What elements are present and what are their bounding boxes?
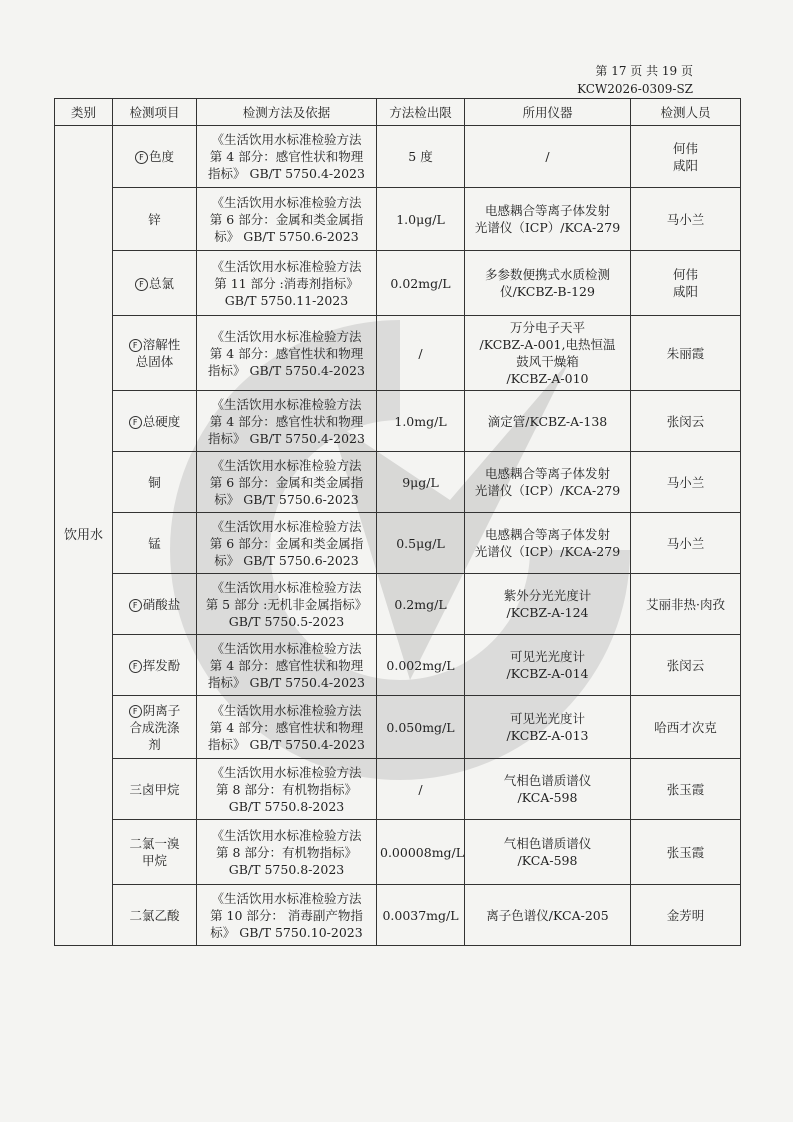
staff-cell: 何伟 咸阳 xyxy=(631,126,741,188)
staff-cell: 朱丽霞 xyxy=(631,316,741,391)
staff-cell: 金芳明 xyxy=(631,885,741,946)
item-cell: F 阴离子 合成洗涤 剂 xyxy=(113,696,197,759)
table-row xyxy=(55,635,741,696)
method-cell: 《生活饮用水标准检验方法 第 5 部分 :无机非金属指标》 GB/T 5750.5-2023 xyxy=(197,574,377,635)
item-cell: 锌 xyxy=(113,188,197,251)
instrument-cell: / xyxy=(465,126,631,188)
method-cell: 《生活饮用水标准检验方法 第 6 部分：金属和类金属指 标》 GB/T 5750.6-2023 xyxy=(197,513,377,574)
report-number: KCW2026-0309-SZ xyxy=(577,82,693,96)
f-mark-icon: F xyxy=(129,599,142,612)
method-cell: 《生活饮用水标准检验方法 第 4 部分：感官性状和物理 指标》 GB/T 5750.4-2023 xyxy=(197,126,377,188)
table-header-row xyxy=(55,99,741,126)
f-mark-icon: F xyxy=(135,151,148,164)
table-row xyxy=(55,820,741,885)
item-cell: 铜 xyxy=(113,452,197,513)
method-cell: 《生活饮用水标准检验方法 第 4 部分：感官性状和物理 指标》 GB/T 5750.4-2023 xyxy=(197,316,377,391)
instrument-cell: 电感耦合等离子体发射 光谱仪（ICP）/KCA-279 xyxy=(465,188,631,251)
table-row xyxy=(55,316,741,391)
table-row xyxy=(55,513,741,574)
limit-cell: / xyxy=(377,316,465,391)
col-method: 检测方法及依据 xyxy=(197,99,377,126)
col-staff: 检测人员 xyxy=(631,99,741,126)
item-cell: F 溶解性 总固体 xyxy=(113,316,197,391)
item-cell: F 色度 xyxy=(113,126,197,188)
instrument-cell: 可见光光度计 /KCBZ-A-013 xyxy=(465,696,631,759)
f-mark-icon: F xyxy=(135,278,148,291)
method-cell: 《生活饮用水标准检验方法 第 8 部分：有机物指标》 GB/T 5750.8-2023 xyxy=(197,820,377,885)
method-cell: 《生活饮用水标准检验方法 第 8 部分：有机物指标》 GB/T 5750.8-2023 xyxy=(197,759,377,820)
f-mark-icon: F xyxy=(129,660,142,673)
col-item: 检测项目 xyxy=(113,99,197,126)
table-row xyxy=(55,696,741,759)
limit-cell: 0.00008mg/L xyxy=(377,820,465,885)
instrument-cell: 气相色谱质谱仪 /KCA-598 xyxy=(465,759,631,820)
limit-cell: 1.0mg/L xyxy=(377,391,465,452)
page-number: 第 17 页 共 19 页 xyxy=(595,64,693,78)
category-cell: 饮用水 xyxy=(55,126,113,946)
f-mark-icon: F xyxy=(129,705,142,718)
results-table xyxy=(54,98,741,946)
item-cell: F 硝酸盐 xyxy=(113,574,197,635)
method-cell: 《生活饮用水标准检验方法 第 4 部分：感官性状和物理 指标》 GB/T 5750.4-2023 xyxy=(197,391,377,452)
instrument-cell: 滴定管/KCBZ-A-138 xyxy=(465,391,631,452)
method-cell: 《生活饮用水标准检验方法 第 6 部分：金属和类金属指 标》 GB/T 5750.6-2023 xyxy=(197,188,377,251)
item-cell: F 总氯 xyxy=(113,251,197,316)
instrument-cell: 多参数便携式水质检测 仪/KCBZ-B-129 xyxy=(465,251,631,316)
col-limit: 方法检出限 xyxy=(377,99,465,126)
item-cell: 三卤甲烷 xyxy=(113,759,197,820)
instrument-cell: 万分电子天平 /KCBZ-A-001,电热恒温 鼓风干燥箱 /KCBZ-A-010 xyxy=(465,316,631,391)
method-cell: 《生活饮用水标准检验方法 第 4 部分：感官性状和物理 指标》 GB/T 5750.4-2023 xyxy=(197,696,377,759)
table-row xyxy=(55,759,741,820)
staff-cell: 哈西才次克 xyxy=(631,696,741,759)
staff-cell: 艾丽非热·肉孜 xyxy=(631,574,741,635)
staff-cell: 张玉霞 xyxy=(631,820,741,885)
limit-cell: / xyxy=(377,759,465,820)
limit-cell: 0.002mg/L xyxy=(377,635,465,696)
instrument-cell: 离子色谱仪/KCA-205 xyxy=(465,885,631,946)
item-cell: 二氯乙酸 xyxy=(113,885,197,946)
limit-cell: 0.050mg/L xyxy=(377,696,465,759)
limit-cell: 0.5μg/L xyxy=(377,513,465,574)
item-cell: 二氯一溴 甲烷 xyxy=(113,820,197,885)
table-row xyxy=(55,452,741,513)
col-instrument: 所用仪器 xyxy=(465,99,631,126)
table-row xyxy=(55,126,741,188)
item-cell: F 总硬度 xyxy=(113,391,197,452)
instrument-cell: 可见光光度计 /KCBZ-A-014 xyxy=(465,635,631,696)
table-row xyxy=(55,251,741,316)
table-row xyxy=(55,885,741,946)
table-row xyxy=(55,188,741,251)
method-cell: 《生活饮用水标准检验方法 第 4 部分：感官性状和物理 指标》 GB/T 5750.4-2023 xyxy=(197,635,377,696)
instrument-cell: 紫外分光光度计 /KCBZ-A-124 xyxy=(465,574,631,635)
item-cell: 锰 xyxy=(113,513,197,574)
instrument-cell: 电感耦合等离子体发射 光谱仪（ICP）/KCA-279 xyxy=(465,513,631,574)
staff-cell: 张玉霞 xyxy=(631,759,741,820)
method-cell: 《生活饮用水标准检验方法 第 11 部分 :消毒剂指标》 GB/T 5750.11-2023 xyxy=(197,251,377,316)
page-header xyxy=(577,62,693,98)
f-mark-icon: F xyxy=(129,339,142,352)
staff-cell: 张闵云 xyxy=(631,391,741,452)
item-cell: F 挥发酚 xyxy=(113,635,197,696)
staff-cell: 马小兰 xyxy=(631,452,741,513)
limit-cell: 0.0037mg/L xyxy=(377,885,465,946)
table-row xyxy=(55,574,741,635)
instrument-cell: 气相色谱质谱仪 /KCA-598 xyxy=(465,820,631,885)
col-category: 类别 xyxy=(55,99,113,126)
limit-cell: 0.02mg/L xyxy=(377,251,465,316)
table-row xyxy=(55,391,741,452)
f-mark-icon: F xyxy=(129,416,142,429)
staff-cell: 张闵云 xyxy=(631,635,741,696)
instrument-cell: 电感耦合等离子体发射 光谱仪（ICP）/KCA-279 xyxy=(465,452,631,513)
staff-cell: 何伟 咸阳 xyxy=(631,251,741,316)
limit-cell: 5 度 xyxy=(377,126,465,188)
staff-cell: 马小兰 xyxy=(631,188,741,251)
method-cell: 《生活饮用水标准检验方法 第 6 部分：金属和类金属指 标》 GB/T 5750.6-2023 xyxy=(197,452,377,513)
method-cell: 《生活饮用水标准检验方法 第 10 部分： 消毒副产物指 标》 GB/T 5750.10-2023 xyxy=(197,885,377,946)
limit-cell: 1.0μg/L xyxy=(377,188,465,251)
limit-cell: 9μg/L xyxy=(377,452,465,513)
limit-cell: 0.2mg/L xyxy=(377,574,465,635)
staff-cell: 马小兰 xyxy=(631,513,741,574)
